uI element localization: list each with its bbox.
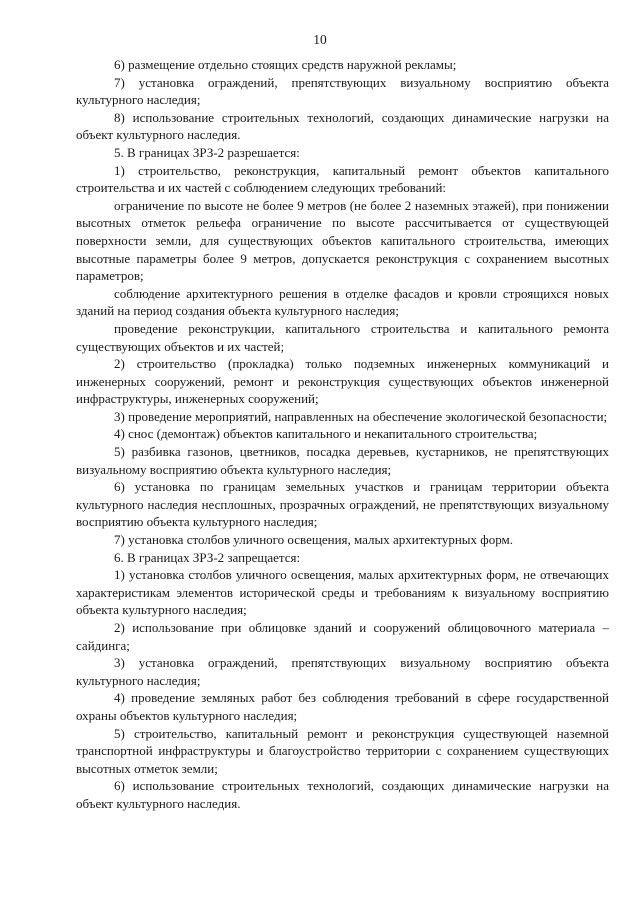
document-body xyxy=(76,56,609,813)
paragraph-zrz2-allowed-1: 1) строительство, реконструкция, капитальный ремонт объектов капитального строительства и их частей с соблюдением следующих требований: xyxy=(76,162,609,196)
paragraph-architectural-solution: соблюдение архитектурного решения в отделке фасадов и кровли строящихся новых зданий на период создания объекта культурного наследия; xyxy=(76,285,609,319)
paragraph-zrz2-allowed-5: 5) разбивка газонов, цветников, посадка деревьев, кустарников, не препятствующих визуальному восприятию объекта культурного наследия; xyxy=(76,444,609,477)
paragraph-item-7-fences: 7) установка ограждений, препятствующих визуальному восприятию объекта культурного наследия; xyxy=(76,74,609,108)
paragraph-item-8-technologies: 8) использование строительных технологий, создающих динамические нагрузки на объект культурного наследия. xyxy=(76,109,609,143)
paragraph-zrz2-allowed-4: 4) снос (демонтаж) объектов капитального и некапитального строительства; xyxy=(114,426,538,442)
section-6-heading: 6. В границах ЗРЗ-2 запрещается: xyxy=(114,549,301,565)
paragraph-zrz2-forbidden-6: 6) использование строительных технологий, создающих динамические нагрузки на объект культурного наследия. xyxy=(76,778,609,811)
paragraph-zrz2-forbidden-3: 3) установка ограждений, препятствующих визуальному восприятию объекта культурного наследия; xyxy=(76,655,609,688)
paragraph-zrz2-allowed-7: 7) установка столбов уличного освещения, малых архитектурных форм. xyxy=(114,532,513,548)
paragraph-zrz2-allowed-2: 2) строительство (прокладка) только подземных инженерных коммуникаций и инженерных сооружений, ремонт и реконструкция существующих объектов инженерной инфраструктуры, инженерных сооружений; xyxy=(76,356,609,407)
paragraph-zrz2-forbidden-4: 4) проведение земляных работ без соблюдения требований в сфере государственной охраны объектов культурного наследия; xyxy=(76,690,609,723)
paragraph-height-limit: ограничение по высоте не более 9 метров (не более 2 наземных этажей), при понижении высотных отметок рельефа ограничение по высоте рассчитывается от существующей поверхности земли, для существующих объектов капитального строительства, имеющих высотные параметры более 9 метров, допускается реконструкция с сохранением высотных параметров; xyxy=(76,197,609,284)
section-5-heading: 5. В границах ЗРЗ-2 разрешается: xyxy=(114,144,300,160)
paragraph-zrz2-forbidden-1: 1) установка столбов уличного освещения, малых архитектурных форм, не отвечающих характеристикам элементов исторической среды и требованиям к визуальному восприятию объекта культурного наследия; xyxy=(76,567,609,618)
paragraph-item-6-advertising: 6) размещение отдельно стоящих средств наружной рекламы; xyxy=(114,57,457,72)
paragraph-zrz2-forbidden-2: 2) использование при облицовке зданий и сооружений облицовочного материала – сайдинга; xyxy=(76,620,609,653)
page-number: 10 xyxy=(313,32,327,47)
paragraph-zrz2-forbidden-5: 5) строительство, капитальный ремонт и реконструкция существующей наземной транспортной инфраструктуры и благоустройство территории с сохранением существующих высотных отметок земли; xyxy=(76,725,609,776)
paragraph-reconstruction: проведение реконструкции, капитального строительства и капитального ремонта существующих объектов и их частей; xyxy=(76,320,609,354)
paragraph-zrz2-allowed-3: 3) проведение мероприятий, направленных на обеспечение экологической безопасности; xyxy=(114,408,608,424)
paragraph-zrz2-allowed-6: 6) установка по границам земельных участков и границам территории объекта культурного наследия несплошных, прозрачных ограждений, не препятствующих визуальному восприятию объекта культурного наследия; xyxy=(76,479,609,530)
